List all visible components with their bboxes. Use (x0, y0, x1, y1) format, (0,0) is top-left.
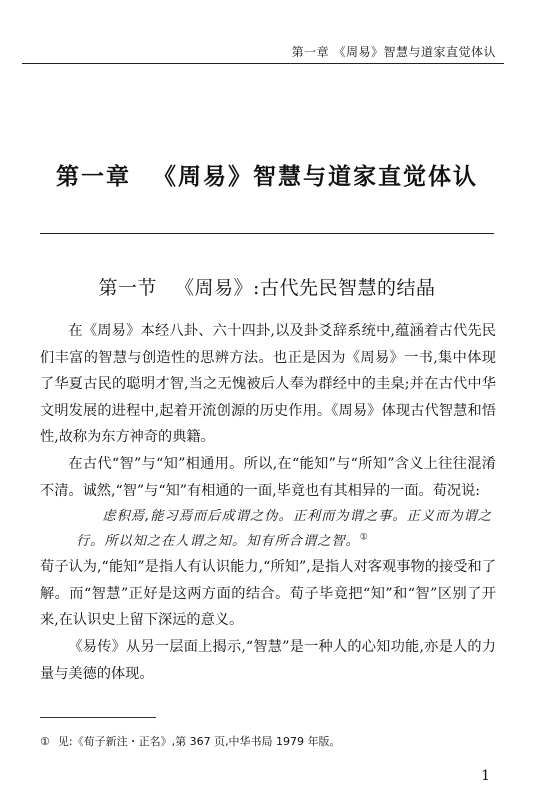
running-header: 第一章 《周易》智慧与道家直觉体认 (291, 45, 496, 59)
chapter-label: 第一章 (56, 164, 131, 190)
footnote-text: 见:《荀子新注・正名》,第 367 页,中华书局 1979 年版。 (57, 735, 341, 748)
footnote-rule (40, 717, 156, 718)
page-number: 1 (481, 768, 490, 784)
quote-text: 虑积焉,能习焉而后成谓之伪。正利而为谓之事。正义而为谓之行。所以知之在人谓之知。知有所合谓之智。 (76, 509, 492, 550)
body-text (40, 318, 496, 687)
paragraph-1: 在《周易》本经八卦、六十四卦,以及卦爻辞系统中,蕴涵着古代先民们丰富的智慧与创造性的思辨方法。也正是因为《周易》一书,集中体现了华夏古民的聪明才智,当之无愧被后人奉为群经中的圭臬;并在古代中华文明发展的进程中,起着开流创源的历史作用。《周易》体现古代智慧和悟性,故称为东方神奇的典籍。 (40, 323, 496, 446)
paragraph-3: 荀子认为,“能知”是指人有认识能力,“所知”,是指人对客观事物的接受和了解。而“智慧”正好是这两方面的结合。荀子毕竟把“知”和“智”区别了开来,在认识史上留下深远的意义。 (40, 559, 496, 629)
chapter-name: 《周易》智慧与道家直觉体认 (153, 164, 478, 190)
footnote-reference[interactable]: ① (359, 532, 369, 543)
block-quote (40, 504, 496, 554)
footnote-mark: ① (40, 735, 50, 748)
header-rule (22, 63, 504, 64)
section-name: 《周易》:古代先民智慧的结晶 (175, 277, 436, 299)
chapter-title (0, 158, 534, 191)
chapter-rule (40, 233, 494, 234)
footnote (40, 734, 500, 750)
paragraph-4: 《易传》从另一层面上揭示,“智慧”是一种人的心知功能,亦是人的力量与美德的体现。 (40, 638, 496, 682)
section-title (0, 273, 534, 300)
paragraph-2: 在古代“智”与“知”相通用。所以,在“能知”与“所知”含义上往往混淆不清。诚然,“智”与“知”有相通的一面,毕竟也有其相异的一面。荀况说: (40, 455, 496, 499)
section-label: 第一节 (98, 277, 158, 299)
